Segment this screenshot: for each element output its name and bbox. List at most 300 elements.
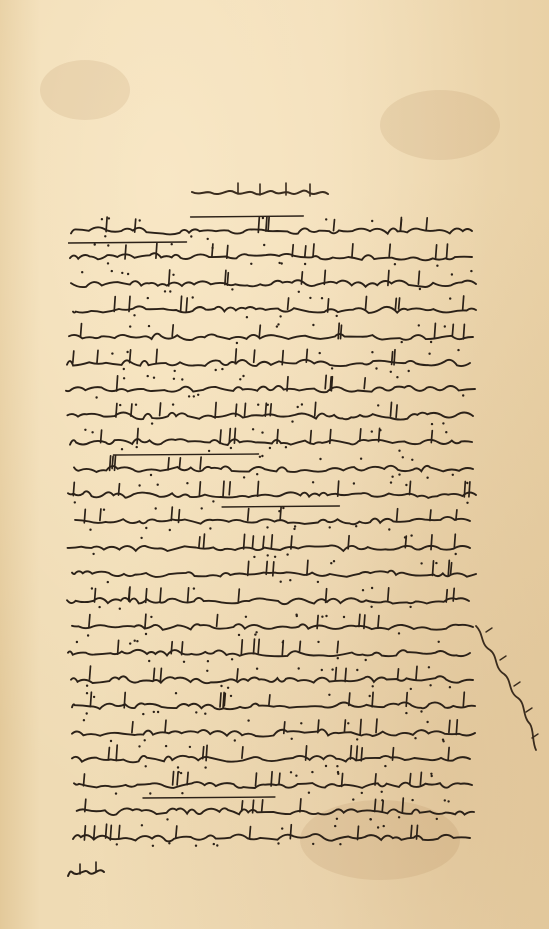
ink-dot xyxy=(289,579,291,581)
ink-ascender xyxy=(220,430,221,443)
ink-dot xyxy=(405,484,407,486)
ink-ascender xyxy=(446,589,447,601)
ink-dot xyxy=(121,448,123,450)
ink-ascender xyxy=(235,349,236,364)
ink-dot xyxy=(369,818,371,820)
ink-ascender xyxy=(266,562,267,575)
manuscript-line xyxy=(69,214,474,242)
ink-ascender xyxy=(393,748,394,760)
ink-dot xyxy=(172,273,174,275)
ink-dot xyxy=(108,217,110,219)
manuscript-line xyxy=(70,689,477,717)
ink-dot xyxy=(263,244,265,246)
manuscript-line xyxy=(70,716,477,744)
ink-dot xyxy=(147,297,149,299)
ink-ascender xyxy=(456,510,457,520)
ink-dot xyxy=(186,482,188,484)
ink-dot xyxy=(98,605,100,607)
ink-dot xyxy=(312,323,314,325)
ink-ascender xyxy=(463,324,464,339)
ink-ascender xyxy=(145,614,146,628)
ink-dot xyxy=(470,270,472,272)
ink-ascender xyxy=(433,561,434,576)
manuscript-line xyxy=(65,584,471,612)
ink-dot xyxy=(256,473,258,475)
ink-dot xyxy=(145,633,147,635)
ink-dot xyxy=(426,720,428,722)
ink-ascender xyxy=(206,745,207,760)
ink-ascender xyxy=(282,351,283,365)
ink-ascender xyxy=(395,299,396,311)
ink-ascender xyxy=(173,772,174,785)
ink-dot xyxy=(331,367,333,369)
ink-ascender xyxy=(431,535,432,550)
ink-dot xyxy=(178,771,180,773)
ink-dot xyxy=(213,843,215,845)
ink-dot xyxy=(445,431,447,433)
ink-ascender xyxy=(310,431,311,444)
ink-dot xyxy=(295,775,297,777)
ink-ascender xyxy=(426,218,427,230)
ink-ascender xyxy=(372,692,373,707)
ink-dot xyxy=(150,616,152,618)
ink-ascender xyxy=(258,640,259,654)
ink-dot xyxy=(180,772,182,774)
ink-ascender xyxy=(328,299,329,312)
ink-dot xyxy=(355,525,357,527)
ink-dot xyxy=(398,632,400,634)
ink-ascender xyxy=(434,323,435,338)
ink-ascender xyxy=(253,800,254,813)
ink-stroke xyxy=(67,598,469,604)
ink-ascender xyxy=(299,642,300,653)
ink-dot xyxy=(352,798,354,800)
ink-dot xyxy=(383,825,385,827)
ink-ascender xyxy=(227,272,228,284)
ink-dot xyxy=(297,406,299,408)
ink-dot xyxy=(452,473,454,475)
ink-dot xyxy=(449,686,451,688)
ink-dot xyxy=(430,773,432,775)
ink-dot xyxy=(211,247,213,249)
ink-dot xyxy=(277,323,279,325)
ink-ascender xyxy=(270,404,271,416)
ink-stroke xyxy=(67,360,470,366)
ink-dot xyxy=(147,375,149,377)
manuscript-line xyxy=(65,320,475,348)
ink-dot xyxy=(119,404,121,406)
ink-ascender xyxy=(324,270,325,284)
ink-ascender xyxy=(258,482,259,497)
ink-dot xyxy=(195,845,197,847)
ink-dot xyxy=(311,771,313,773)
ink-dot xyxy=(166,818,168,820)
ink-ascender xyxy=(394,350,395,365)
ink-dot xyxy=(330,562,332,564)
ink-dot xyxy=(336,817,338,819)
ink-dot xyxy=(136,446,138,448)
ink-ascender xyxy=(342,774,343,787)
ink-ascender xyxy=(241,640,242,655)
ink-dot xyxy=(193,396,195,398)
ink-dot xyxy=(457,349,459,351)
ink-dot xyxy=(86,692,88,694)
ink-ascender xyxy=(229,429,230,443)
ink-dot xyxy=(337,657,339,659)
ink-dot xyxy=(111,270,113,272)
ink-dot xyxy=(141,824,143,826)
ink-dot xyxy=(410,534,412,536)
ink-ascender xyxy=(364,378,365,389)
ink-stroke xyxy=(69,333,473,339)
ink-dot xyxy=(116,843,118,845)
ink-ascender xyxy=(389,245,390,257)
ink-ascender xyxy=(325,376,326,389)
ink-ascender xyxy=(313,244,314,257)
ink-dot xyxy=(449,298,451,300)
ink-ascender xyxy=(124,693,125,708)
ink-dot xyxy=(336,765,338,767)
ink-ascender xyxy=(291,536,292,549)
ink-dot xyxy=(231,658,233,660)
ink-ascender xyxy=(223,481,224,497)
ink-dot xyxy=(242,375,244,377)
manuscript-line xyxy=(65,346,472,374)
ink-dot xyxy=(86,684,88,686)
ink-dot xyxy=(394,263,396,265)
ink-dot xyxy=(377,404,379,406)
ink-ascender xyxy=(225,270,226,284)
ink-ascender xyxy=(116,745,117,761)
ink-dot xyxy=(381,791,383,793)
ink-dot xyxy=(281,828,283,830)
ink-dot xyxy=(153,377,155,379)
ink-overline xyxy=(68,242,187,243)
ink-ascender xyxy=(125,245,126,259)
ink-dot xyxy=(329,527,331,529)
ink-ascender xyxy=(399,298,400,309)
manuscript-line xyxy=(72,452,475,480)
ink-ascender xyxy=(307,560,308,575)
ink-ascender xyxy=(411,826,412,839)
ink-ascender xyxy=(101,430,102,443)
ink-dot xyxy=(190,235,192,237)
ink-dot xyxy=(339,843,341,845)
ink-dot xyxy=(104,235,106,237)
ink-stroke xyxy=(68,491,476,498)
ink-ascender xyxy=(129,297,130,312)
ink-ascender xyxy=(129,587,130,601)
ink-ascender xyxy=(132,721,133,732)
ink-dot xyxy=(91,587,93,589)
ink-dot xyxy=(286,553,288,555)
ink-dot xyxy=(157,484,159,486)
ink-dot xyxy=(401,340,403,342)
ink-dot xyxy=(195,711,197,713)
ink-dot xyxy=(365,659,367,661)
ink-ascender xyxy=(378,616,379,629)
ink-ascender xyxy=(263,536,264,547)
manuscript-line xyxy=(66,636,472,664)
ink-ascender xyxy=(469,482,470,497)
manuscript-line xyxy=(66,478,478,506)
ink-ascender xyxy=(288,298,289,309)
paper-stain xyxy=(380,90,500,160)
ink-ascender xyxy=(179,457,180,468)
ink-ascender xyxy=(94,826,95,840)
ink-ascender xyxy=(430,510,431,521)
ink-ascender xyxy=(181,296,182,311)
ink-dot xyxy=(136,640,138,642)
ink-stroke xyxy=(71,227,472,234)
ink-dot xyxy=(321,297,323,299)
ink-ascender xyxy=(217,615,218,627)
ink-ascender xyxy=(252,536,253,549)
ink-ascender xyxy=(359,614,360,626)
ink-dot xyxy=(396,376,398,378)
ink-dot xyxy=(336,315,338,317)
ink-ascender xyxy=(317,616,318,629)
ink-ascender xyxy=(199,482,200,496)
ink-ascender xyxy=(410,481,411,494)
ink-dot xyxy=(81,271,83,273)
ink-dot xyxy=(317,641,319,643)
ink-dot xyxy=(325,765,327,767)
ink-ascender xyxy=(160,403,161,416)
ink-dot xyxy=(135,403,137,405)
ink-ascender xyxy=(234,429,235,444)
ink-dot xyxy=(92,552,94,554)
ink-dot xyxy=(285,446,287,448)
ink-ascender xyxy=(186,298,187,312)
manuscript-line xyxy=(69,267,478,295)
ink-dot xyxy=(220,685,222,687)
ink-dot xyxy=(429,684,431,686)
ink-dot xyxy=(328,694,330,696)
ink-ascender xyxy=(119,484,120,495)
ink-ascender xyxy=(280,507,281,520)
manuscript-line xyxy=(72,768,474,796)
ink-dot xyxy=(379,429,381,431)
ink-dot xyxy=(91,431,93,433)
ink-dot xyxy=(462,395,464,397)
ink-ascender xyxy=(366,297,367,310)
ink-ascender xyxy=(204,534,205,547)
ink-ascender xyxy=(110,455,111,470)
ink-dot xyxy=(312,481,314,483)
ink-ascender xyxy=(156,349,157,363)
manuscript-line xyxy=(73,504,472,532)
ink-dot xyxy=(140,536,142,538)
ink-ascender xyxy=(431,431,432,443)
ink-stroke xyxy=(70,439,472,445)
ink-ascender xyxy=(277,430,278,444)
ink-dot xyxy=(246,316,248,318)
ink-ascender xyxy=(116,403,117,417)
ink-ascender xyxy=(188,587,189,601)
ink-dot xyxy=(372,685,374,687)
ink-dot xyxy=(411,799,413,801)
ink-ascender xyxy=(114,297,115,312)
ink-ascender xyxy=(182,642,183,655)
ink-ascender xyxy=(73,482,74,495)
ink-dot xyxy=(127,273,129,275)
ink-dot xyxy=(255,631,257,633)
ink-ascender xyxy=(100,509,101,521)
ink-ascender xyxy=(454,534,455,548)
ink-ascender xyxy=(220,693,221,707)
ink-ascender xyxy=(382,801,383,812)
ink-dot xyxy=(152,845,154,847)
ink-dot xyxy=(262,217,264,219)
ink-dot xyxy=(455,553,457,555)
ink-dot xyxy=(371,220,373,222)
ink-dot xyxy=(123,368,125,370)
manuscript-line xyxy=(71,821,472,849)
ink-dot xyxy=(181,379,183,381)
ink-ascender xyxy=(326,588,327,602)
ink-ascender xyxy=(338,323,339,339)
ink-dot xyxy=(312,843,314,845)
ink-ascender xyxy=(250,827,251,839)
ink-dot xyxy=(157,711,159,713)
ink-dot xyxy=(442,738,444,740)
ink-dot xyxy=(139,219,141,221)
ink-stroke xyxy=(72,624,473,630)
ink-dot xyxy=(418,324,420,326)
ink-dot xyxy=(325,615,327,617)
ink-stroke xyxy=(70,254,472,261)
ink-stroke xyxy=(74,782,472,788)
ink-dot xyxy=(145,527,147,529)
ink-dot xyxy=(245,616,247,618)
ink-ascender xyxy=(130,350,131,363)
ink-ascender xyxy=(360,719,361,734)
ink-dot xyxy=(252,428,254,430)
ink-dot xyxy=(261,454,263,456)
ink-dot xyxy=(221,368,223,370)
ink-ascender xyxy=(265,403,266,416)
ink-dot xyxy=(209,528,211,530)
ink-ascender xyxy=(318,720,319,733)
ink-dot xyxy=(333,560,335,562)
ink-ascender xyxy=(85,799,86,811)
ink-dot xyxy=(319,352,321,354)
ink-dot xyxy=(281,263,283,265)
ink-dot xyxy=(419,288,421,290)
catchword xyxy=(66,858,106,884)
ink-dot xyxy=(371,351,373,353)
ink-ascender xyxy=(90,692,91,706)
ink-ascender xyxy=(418,271,419,284)
ink-dot xyxy=(107,263,109,265)
ink-dot xyxy=(86,712,88,714)
ink-stroke xyxy=(66,386,475,392)
ink-dot xyxy=(165,745,167,747)
ink-ascender xyxy=(396,405,397,417)
ink-dot xyxy=(173,378,175,380)
ink-stroke xyxy=(71,280,476,287)
ink-dot xyxy=(103,509,105,511)
ink-ascender xyxy=(463,692,464,706)
ink-ascender xyxy=(335,667,336,680)
ink-dot xyxy=(189,746,191,748)
ink-dot xyxy=(192,296,194,298)
ink-dot xyxy=(164,290,166,292)
ink-dot xyxy=(343,616,345,618)
ink-stroke xyxy=(75,517,470,524)
ink-stroke xyxy=(71,676,473,683)
ink-ascender xyxy=(338,481,339,496)
manuscript-line xyxy=(70,742,472,770)
ink-ascender xyxy=(401,220,402,231)
ink-stroke xyxy=(72,756,470,763)
ink-ascender xyxy=(256,773,257,786)
ink-dot xyxy=(134,640,136,642)
ink-dot xyxy=(420,710,422,712)
ink-ascender xyxy=(84,510,85,523)
ink-overline xyxy=(222,506,339,507)
manuscript-line xyxy=(65,399,475,427)
ink-dot xyxy=(267,554,269,556)
ink-dot xyxy=(206,669,208,671)
ink-dot xyxy=(405,712,407,714)
ink-ascender xyxy=(165,720,166,732)
ink-ascender xyxy=(266,217,267,231)
ink-dot xyxy=(171,243,173,245)
ink-ascender xyxy=(271,535,272,548)
ink-dot xyxy=(360,457,362,459)
ink-ascender xyxy=(449,720,450,732)
ink-ascender xyxy=(172,324,173,336)
ink-ascender xyxy=(451,563,452,574)
ink-dot xyxy=(107,245,109,247)
ink-dot xyxy=(257,403,259,405)
ink-dot xyxy=(300,722,302,724)
manuscript-line xyxy=(68,425,474,453)
ink-ascender xyxy=(238,589,239,602)
ink-ascender xyxy=(300,799,301,812)
ink-dot xyxy=(267,403,269,405)
ink-ascender xyxy=(375,774,376,785)
ink-ascender xyxy=(242,747,243,758)
ink-dot xyxy=(362,589,364,591)
ink-dot xyxy=(138,484,140,486)
ink-dot xyxy=(411,458,413,460)
ink-dot xyxy=(466,482,468,484)
manuscript-line xyxy=(71,293,478,321)
ink-ascender xyxy=(290,825,291,839)
ink-overline xyxy=(143,797,275,798)
ink-ascender xyxy=(203,747,204,759)
ink-dot xyxy=(442,422,444,424)
ink-ascender xyxy=(154,668,155,680)
ink-ascender xyxy=(284,721,285,733)
ink-ascender xyxy=(345,668,346,681)
ink-dot xyxy=(438,641,440,643)
ink-ascender xyxy=(171,642,172,654)
ink-ascender xyxy=(388,587,389,601)
ink-ascender xyxy=(463,296,464,309)
ink-ascender xyxy=(89,615,90,627)
ink-ascender xyxy=(364,615,365,628)
ink-ascender xyxy=(258,217,259,232)
ink-ascender xyxy=(271,772,272,786)
ink-ascender xyxy=(97,350,98,362)
ink-dot xyxy=(74,501,76,503)
ink-ascender xyxy=(156,244,157,259)
ink-ascender xyxy=(306,349,307,362)
